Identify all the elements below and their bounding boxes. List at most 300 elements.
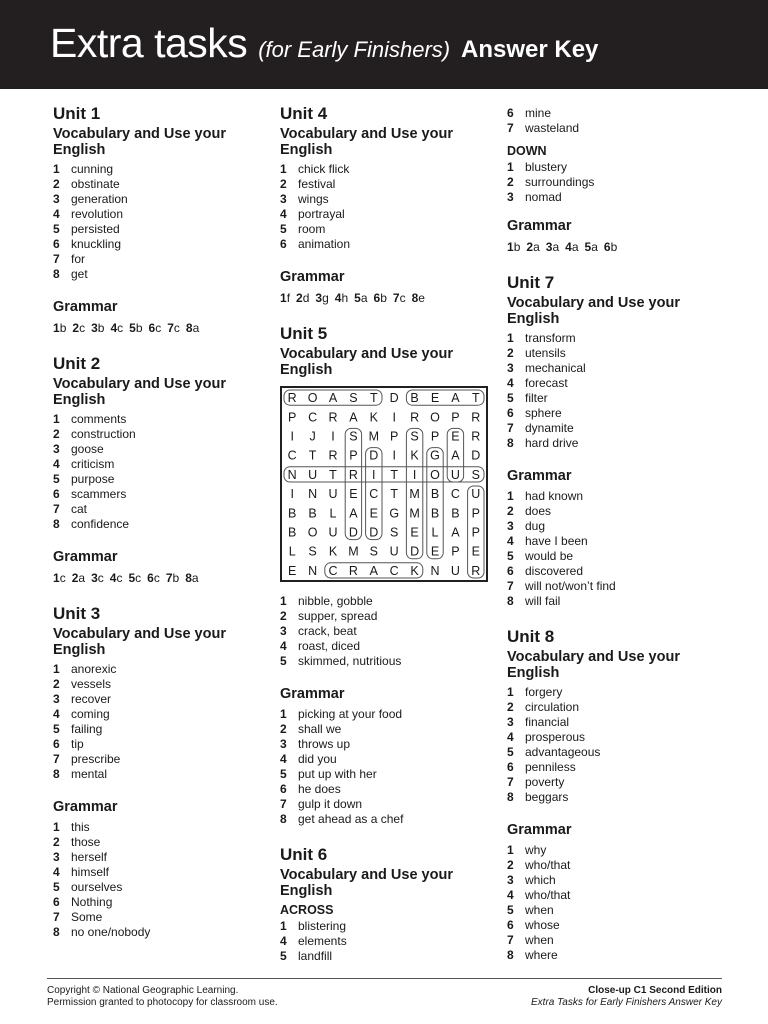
grammar-answer xyxy=(166,571,179,585)
item-number: 3 xyxy=(315,291,323,305)
grid-letter: K xyxy=(410,448,419,463)
list-item xyxy=(507,948,727,963)
list-item xyxy=(507,376,727,391)
grammar-answer xyxy=(53,321,66,335)
header-banner xyxy=(0,0,768,89)
item-answer: a xyxy=(78,571,86,585)
title-answer-key: Answer Key xyxy=(461,36,599,63)
grid-letter: J xyxy=(309,429,316,444)
unit-4-grammar-heading: Grammar xyxy=(280,269,345,285)
item-number: 1 xyxy=(53,412,60,426)
grid-letter: R xyxy=(287,391,297,406)
item-number: 1 xyxy=(53,321,60,335)
grid-letter: M xyxy=(348,544,359,559)
list-item xyxy=(507,534,727,549)
grid-letter: A xyxy=(349,506,358,521)
item-number: 4 xyxy=(507,730,514,744)
list-item xyxy=(507,933,727,948)
item-answer: would be xyxy=(525,549,574,563)
grid-letter: E xyxy=(369,506,378,521)
word-search-svg xyxy=(282,388,486,580)
item-number: 6 xyxy=(507,106,514,120)
item-number: 6 xyxy=(603,240,611,254)
item-number: 2 xyxy=(72,321,80,335)
list-item xyxy=(280,162,490,177)
item-number: 6 xyxy=(507,760,514,774)
grid-letter: P xyxy=(451,410,460,425)
item-answer: advantageous xyxy=(525,745,601,759)
item-answer: criticism xyxy=(71,457,115,471)
item-number: 1 xyxy=(280,594,287,608)
grid-letter: P xyxy=(451,544,460,559)
list-item xyxy=(507,790,727,805)
grammar-answer xyxy=(53,571,66,585)
item-number: 8 xyxy=(53,767,60,781)
unit-5-title: Unit 5 xyxy=(280,324,328,343)
item-number: 5 xyxy=(507,745,514,759)
item-number: 6 xyxy=(280,237,287,251)
item-number: 6 xyxy=(507,406,514,420)
item-number: 4 xyxy=(280,752,287,766)
list-item xyxy=(280,919,490,934)
list-item xyxy=(280,192,490,207)
unit-6-vocab-heading: Vocabulary and Use your English xyxy=(280,867,453,899)
unit-2-grammar-heading: Grammar xyxy=(53,549,118,565)
grid-letter: L xyxy=(288,544,296,559)
list-item xyxy=(53,692,253,707)
list-item xyxy=(280,177,490,192)
item-number: 8 xyxy=(411,291,419,305)
found-word-loop xyxy=(427,448,443,559)
grid-letter: N xyxy=(430,563,440,578)
item-answer: coming xyxy=(71,707,110,721)
item-number: 2 xyxy=(280,722,287,736)
list-item xyxy=(507,700,727,715)
item-answer: mental xyxy=(71,767,108,781)
item-answer: persisted xyxy=(71,222,120,236)
unit-7-vocab-list xyxy=(507,331,727,451)
item-number: 7 xyxy=(167,321,174,335)
item-number: 1 xyxy=(507,843,514,857)
item-answer: purpose xyxy=(71,472,115,486)
column-2 xyxy=(280,104,490,964)
list-item xyxy=(53,412,253,427)
item-number: 8 xyxy=(280,812,287,826)
grid-letter: K xyxy=(328,544,338,559)
list-item xyxy=(53,517,253,532)
item-number: 4 xyxy=(109,571,117,585)
grid-letter: S xyxy=(349,391,358,406)
item-answer: animation xyxy=(298,237,351,251)
item-answer: construction xyxy=(71,427,136,441)
list-item xyxy=(507,579,727,594)
unit-3-vocab-heading: Vocabulary and Use your English xyxy=(53,626,226,658)
grid-letter: P xyxy=(288,410,297,425)
item-answer: get ahead as a chef xyxy=(298,812,404,826)
list-item xyxy=(53,162,253,177)
item-number: 1 xyxy=(507,240,514,254)
grammar-answer xyxy=(507,240,520,254)
grid-letter: I xyxy=(290,487,294,502)
list-item xyxy=(280,949,490,964)
item-answer: where xyxy=(525,948,558,962)
unit-3-grammar-heading: Grammar xyxy=(53,799,118,815)
item-number: 7 xyxy=(507,421,514,435)
list-item xyxy=(280,639,490,654)
unit-2-grammar-answers xyxy=(53,570,253,586)
item-number: 2 xyxy=(526,240,534,254)
item-number: 4 xyxy=(507,376,514,390)
item-number: 3 xyxy=(91,571,98,585)
list-item xyxy=(53,880,253,895)
grid-letter: O xyxy=(430,467,440,482)
item-answer: those xyxy=(71,835,101,849)
item-number: 2 xyxy=(507,504,514,518)
list-item xyxy=(507,760,727,775)
list-item xyxy=(53,925,253,940)
item-number: 7 xyxy=(53,252,60,266)
unit-8-vocab-heading: Vocabulary and Use your English xyxy=(507,649,680,681)
list-item xyxy=(507,361,727,376)
grid-letter: C xyxy=(308,410,318,425)
grid-letter: A xyxy=(451,391,460,406)
grid-letter: E xyxy=(471,544,480,559)
unit-3-grammar-list xyxy=(53,820,253,940)
unit-7-title: Unit 7 xyxy=(507,273,555,292)
item-answer: forgery xyxy=(525,685,563,699)
unit-6-down-heading: DOWN xyxy=(507,144,547,158)
footer-left xyxy=(47,985,278,1009)
item-number: 3 xyxy=(53,692,60,706)
item-answer: cat xyxy=(71,502,88,516)
grammar-answer xyxy=(185,571,198,585)
grammar-answer xyxy=(280,291,290,305)
item-answer: had known xyxy=(525,489,584,503)
item-answer: festival xyxy=(298,177,336,191)
grid-letter: N xyxy=(308,487,318,502)
item-number: 3 xyxy=(280,192,287,206)
unit-1-title: Unit 1 xyxy=(53,104,101,123)
list-item xyxy=(507,160,727,175)
item-number: 7 xyxy=(392,291,400,305)
grid-letter: D xyxy=(348,525,358,540)
item-answer: picking at your food xyxy=(298,707,403,721)
item-number: 6 xyxy=(148,321,156,335)
item-number: 3 xyxy=(53,442,60,456)
item-answer: c xyxy=(173,321,180,335)
item-answer: discovered xyxy=(525,564,584,578)
grid-letter: G xyxy=(389,506,400,521)
list-item xyxy=(53,737,253,752)
grid-letter: A xyxy=(349,410,358,425)
grid-letter: M xyxy=(409,506,420,521)
grid-letter: C xyxy=(450,487,460,502)
list-item xyxy=(280,722,490,737)
item-answer: prescribe xyxy=(71,752,121,766)
item-answer: scammers xyxy=(71,487,127,501)
unit-8-vocab-list xyxy=(507,685,727,805)
list-item xyxy=(53,502,253,517)
list-item xyxy=(53,427,253,442)
grammar-answer xyxy=(128,571,141,585)
word-search-grid xyxy=(280,386,488,582)
permission-text: Permission granted to photocopy for classroom use. xyxy=(47,997,278,1008)
list-item xyxy=(53,865,253,880)
list-item xyxy=(280,797,490,812)
grid-letter: U xyxy=(308,467,318,482)
item-number: 1 xyxy=(280,291,287,305)
item-number: 1 xyxy=(53,162,60,176)
grammar-answer xyxy=(296,291,309,305)
item-answer: comments xyxy=(71,412,127,426)
grid-letter: R xyxy=(348,563,358,578)
item-answer: a xyxy=(192,321,200,335)
unit-6-grammar-heading: Grammar xyxy=(507,218,572,234)
list-item xyxy=(507,730,727,745)
item-answer: goose xyxy=(71,442,104,456)
list-item xyxy=(507,564,727,579)
grid-letter: T xyxy=(390,487,399,502)
item-answer: a xyxy=(360,291,368,305)
list-item xyxy=(280,782,490,797)
item-number: 3 xyxy=(91,321,98,335)
item-answer: b xyxy=(59,321,67,335)
grid-letter: I xyxy=(412,467,417,482)
item-answer: c xyxy=(59,571,66,585)
item-answer: surroundings xyxy=(525,175,595,189)
grid-letter: M xyxy=(368,429,380,444)
item-answer: confidence xyxy=(71,517,130,531)
item-answer: a xyxy=(552,240,560,254)
list-item xyxy=(507,489,727,504)
grid-letter: C xyxy=(369,487,379,502)
list-item xyxy=(280,812,490,827)
item-answer: a xyxy=(591,240,598,254)
item-answer: b xyxy=(172,571,180,585)
unit-8-grammar-heading: Grammar xyxy=(507,822,572,838)
item-answer: sphere xyxy=(525,406,562,420)
item-answer: landfill xyxy=(298,949,333,963)
item-number: 5 xyxy=(584,240,592,254)
item-answer: obstinate xyxy=(71,177,120,191)
grid-letter: E xyxy=(430,544,440,559)
item-answer: Some xyxy=(71,910,103,924)
item-answer: c xyxy=(153,571,160,585)
item-number: 8 xyxy=(507,948,514,962)
item-number: 2 xyxy=(507,700,514,714)
grid-letter: P xyxy=(390,429,399,444)
grid-letter: R xyxy=(471,429,481,444)
item-answer: h xyxy=(341,291,349,305)
item-number: 7 xyxy=(53,752,60,766)
grid-letter: T xyxy=(390,467,399,482)
item-number: 5 xyxy=(128,571,136,585)
list-item xyxy=(507,519,727,534)
item-answer: vessels xyxy=(71,677,112,691)
copyright-text: Copyright © National Geographic Learning. xyxy=(47,985,239,996)
item-number: 2 xyxy=(507,346,514,360)
item-answer: c xyxy=(116,571,123,585)
unit-2-vocab-list xyxy=(53,412,253,532)
list-item xyxy=(53,177,253,192)
unit-3-title: Unit 3 xyxy=(53,604,101,623)
item-number: 3 xyxy=(507,715,514,729)
list-item xyxy=(53,910,253,925)
grid-letter: B xyxy=(288,525,297,540)
list-item xyxy=(507,121,727,136)
item-number: 2 xyxy=(280,177,287,191)
item-number: 8 xyxy=(507,436,514,450)
grid-letter: D xyxy=(471,448,481,463)
grid-letter: P xyxy=(349,448,358,463)
item-number: 7 xyxy=(507,121,514,135)
item-number: 5 xyxy=(280,767,287,781)
item-answer: mechanical xyxy=(525,361,586,375)
grid-letter: B xyxy=(288,506,297,521)
item-number: 1 xyxy=(507,160,514,174)
grid-letter: S xyxy=(308,544,317,559)
item-answer: c xyxy=(97,571,104,585)
grid-letter: U xyxy=(328,525,338,540)
item-answer: himself xyxy=(71,865,110,879)
item-number: 5 xyxy=(280,949,287,963)
item-answer: b xyxy=(97,321,105,335)
item-answer: generation xyxy=(71,192,128,206)
list-item xyxy=(507,858,727,873)
item-number: 7 xyxy=(507,933,514,947)
document-name-text: Extra Tasks for Early Finishers Answer Key xyxy=(531,997,722,1008)
item-answer: forecast xyxy=(525,376,568,390)
grammar-answer xyxy=(565,240,578,254)
grid-letter: D xyxy=(410,544,420,559)
found-word-loop xyxy=(345,428,361,539)
item-number: 8 xyxy=(507,790,514,804)
page-title xyxy=(50,20,598,67)
grid-letter: M xyxy=(409,487,420,502)
grid-letter: I xyxy=(392,448,396,463)
item-answer: blustery xyxy=(525,160,568,174)
list-item xyxy=(53,442,253,457)
grid-letter: G xyxy=(430,448,440,463)
list-item xyxy=(280,624,490,639)
item-number: 4 xyxy=(507,534,514,548)
list-item xyxy=(53,820,253,835)
item-answer: Nothing xyxy=(71,895,113,909)
unit-6-across-heading: ACROSS xyxy=(280,903,334,917)
item-answer: tip xyxy=(71,737,84,751)
list-item xyxy=(53,457,253,472)
grid-letter: S xyxy=(369,544,378,559)
unit-5-grammar-heading: Grammar xyxy=(280,686,345,702)
item-answer: b xyxy=(610,240,618,254)
item-number: 3 xyxy=(53,850,60,864)
list-item xyxy=(507,918,727,933)
footer xyxy=(47,978,722,1008)
item-number: 8 xyxy=(53,267,60,281)
item-number: 6 xyxy=(53,237,60,251)
item-answer: elements xyxy=(298,934,347,948)
list-item xyxy=(280,752,490,767)
column-3 xyxy=(507,106,727,963)
item-answer: did you xyxy=(298,752,337,766)
list-item xyxy=(280,609,490,624)
grid-letter: T xyxy=(369,391,378,406)
grid-letter: U xyxy=(450,467,460,482)
grid-letter: S xyxy=(471,467,480,482)
grammar-answer xyxy=(585,240,598,254)
unit-4-grammar-answers xyxy=(280,290,490,306)
item-answer: g xyxy=(322,291,329,305)
unit-1-grammar-heading: Grammar xyxy=(53,299,118,315)
grid-letter: N xyxy=(308,563,318,578)
grammar-answer xyxy=(315,291,328,305)
item-number: 3 xyxy=(53,192,60,206)
list-item xyxy=(53,662,253,677)
item-number: 3 xyxy=(507,873,514,887)
list-item xyxy=(507,406,727,421)
item-number: 3 xyxy=(280,737,287,751)
item-number: 3 xyxy=(507,190,514,204)
item-answer: c xyxy=(117,321,124,335)
grid-letter: A xyxy=(369,563,378,578)
item-answer: mine xyxy=(525,106,552,120)
item-number: 4 xyxy=(280,934,287,948)
grid-letter: A xyxy=(451,448,460,463)
list-item xyxy=(507,346,727,361)
item-answer: a xyxy=(571,240,579,254)
grammar-answer xyxy=(604,240,617,254)
item-answer: who/that xyxy=(525,858,571,872)
grid-letter: L xyxy=(329,506,337,521)
list-item xyxy=(507,843,727,858)
grid-letter: D xyxy=(369,525,379,540)
item-answer: chick flick xyxy=(298,162,350,176)
item-answer: skimmed, nutritious xyxy=(298,654,402,668)
grid-letter: A xyxy=(328,391,338,406)
list-item xyxy=(507,594,727,609)
grid-letter: I xyxy=(290,429,294,444)
list-item xyxy=(280,222,490,237)
item-answer: throws up xyxy=(298,737,351,751)
unit-8-grammar-list xyxy=(507,843,727,963)
item-number: 2 xyxy=(53,427,60,441)
item-answer: blistering xyxy=(298,919,347,933)
item-answer: utensils xyxy=(525,346,566,360)
item-number: 5 xyxy=(129,321,136,335)
item-number: 8 xyxy=(53,925,60,939)
item-number: 2 xyxy=(507,175,514,189)
item-answer: poverty xyxy=(525,775,565,789)
grid-letter: T xyxy=(471,391,480,406)
item-answer: c xyxy=(79,321,86,335)
item-answer: dug xyxy=(525,519,546,533)
grammar-answer xyxy=(374,291,387,305)
list-item xyxy=(53,835,253,850)
list-item xyxy=(280,707,490,722)
grid-letter: E xyxy=(451,429,460,444)
list-item xyxy=(280,207,490,222)
item-answer: when xyxy=(525,933,554,947)
item-answer: gulp it down xyxy=(298,797,363,811)
grid-letter: A xyxy=(451,525,460,540)
grid-letter: C xyxy=(328,563,338,578)
grammar-answer xyxy=(110,571,123,585)
list-item xyxy=(280,737,490,752)
item-answer: why xyxy=(525,843,547,857)
item-answer: d xyxy=(302,291,310,305)
unit-4-vocab-heading: Vocabulary and Use your English xyxy=(280,126,453,158)
grid-letter: I xyxy=(331,429,335,444)
